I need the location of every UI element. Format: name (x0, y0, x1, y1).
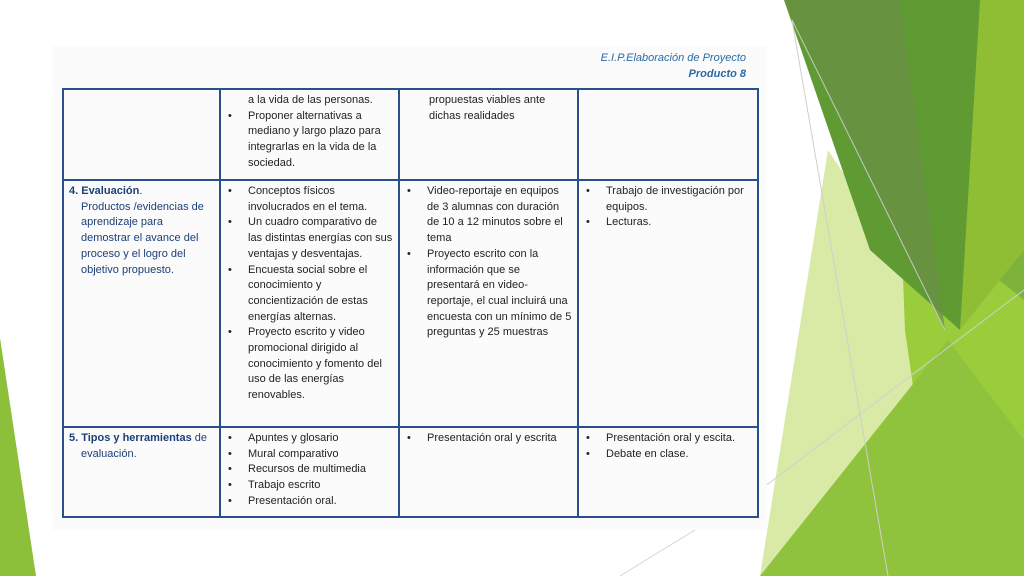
list-item: • Proponer alternativas a mediano y largo plazo para integrarlas en la vida de la sociedad. (248, 109, 394, 172)
list-item: • Video-reportaje en equipos de 3 alumnas con duración de 10 a 12 minutos sobre el tema (427, 184, 573, 247)
list-item: • Apuntes y glosario (248, 431, 394, 447)
table-row (63, 427, 758, 517)
table-cell (578, 427, 758, 517)
list-item: • Trabajo escrito (248, 478, 394, 494)
product-label: Producto 8 (688, 68, 746, 80)
project-header: E.I.P.Elaboración de Proyecto (600, 52, 746, 64)
cell-text: propuestas viables ante dichas realidades (429, 94, 546, 122)
list-item: • Conceptos físicos involucrados en el tema. (248, 184, 394, 215)
list-item: • Encuesta social sobre el conocimiento y concientización de estas energías alternas. (248, 263, 394, 326)
list-item: • Trabajo de investigación por equipos. (606, 184, 753, 215)
table-cell (578, 180, 758, 427)
list-item: • Presentación oral y escrita (427, 431, 573, 447)
list-item: a la vida de las personas. (248, 94, 373, 106)
list-item: • Debate en clase. (606, 447, 753, 463)
phase-title-suffix: . (139, 185, 143, 197)
table-row (63, 89, 758, 180)
table-cell (399, 427, 578, 517)
list-item: • Recursos de multimedia (248, 462, 394, 478)
list-item: • Lecturas. (606, 215, 753, 231)
left-green-shape (0, 338, 36, 576)
table-cell (220, 180, 399, 427)
list-item: • Presentación oral. (248, 494, 394, 510)
list-item: • Un cuadro comparativo de las distintas energías con sus ventajas y desventajas. (248, 215, 394, 262)
table-cell (63, 427, 220, 517)
evaluation-table (62, 88, 759, 518)
list-item: • Proyecto escrito con la información que se presentará en video-reportaje, el cual incluirá una encuesta con un mínimo de 5 preguntas y 25 muestras (427, 247, 573, 341)
table-cell (399, 89, 578, 180)
phase-description: Productos /evidencias de aprendizaje para demostrar el avance del proceso y el logro del objetivo propuesto. (81, 200, 204, 276)
list-item: • Proyecto escrito y video promocional dirigido al conocimiento y fomento del uso de las energías renovables. (248, 325, 394, 404)
table-cell (63, 89, 220, 180)
table-row (63, 180, 758, 427)
phase-title-suffix: de (191, 432, 207, 444)
phase-title: 4. Evaluación (69, 185, 140, 197)
table-cell (578, 89, 758, 180)
list-item: • Presentación oral y escita. (606, 431, 753, 447)
table-cell (399, 180, 578, 427)
table-cell (220, 427, 399, 517)
table-cell (220, 89, 399, 180)
list-item: • Mural comparativo (248, 447, 394, 463)
phase-title: 5. Tipos y herramientas (69, 432, 192, 444)
table-cell (63, 180, 220, 427)
phase-description: evaluación. (81, 447, 137, 460)
